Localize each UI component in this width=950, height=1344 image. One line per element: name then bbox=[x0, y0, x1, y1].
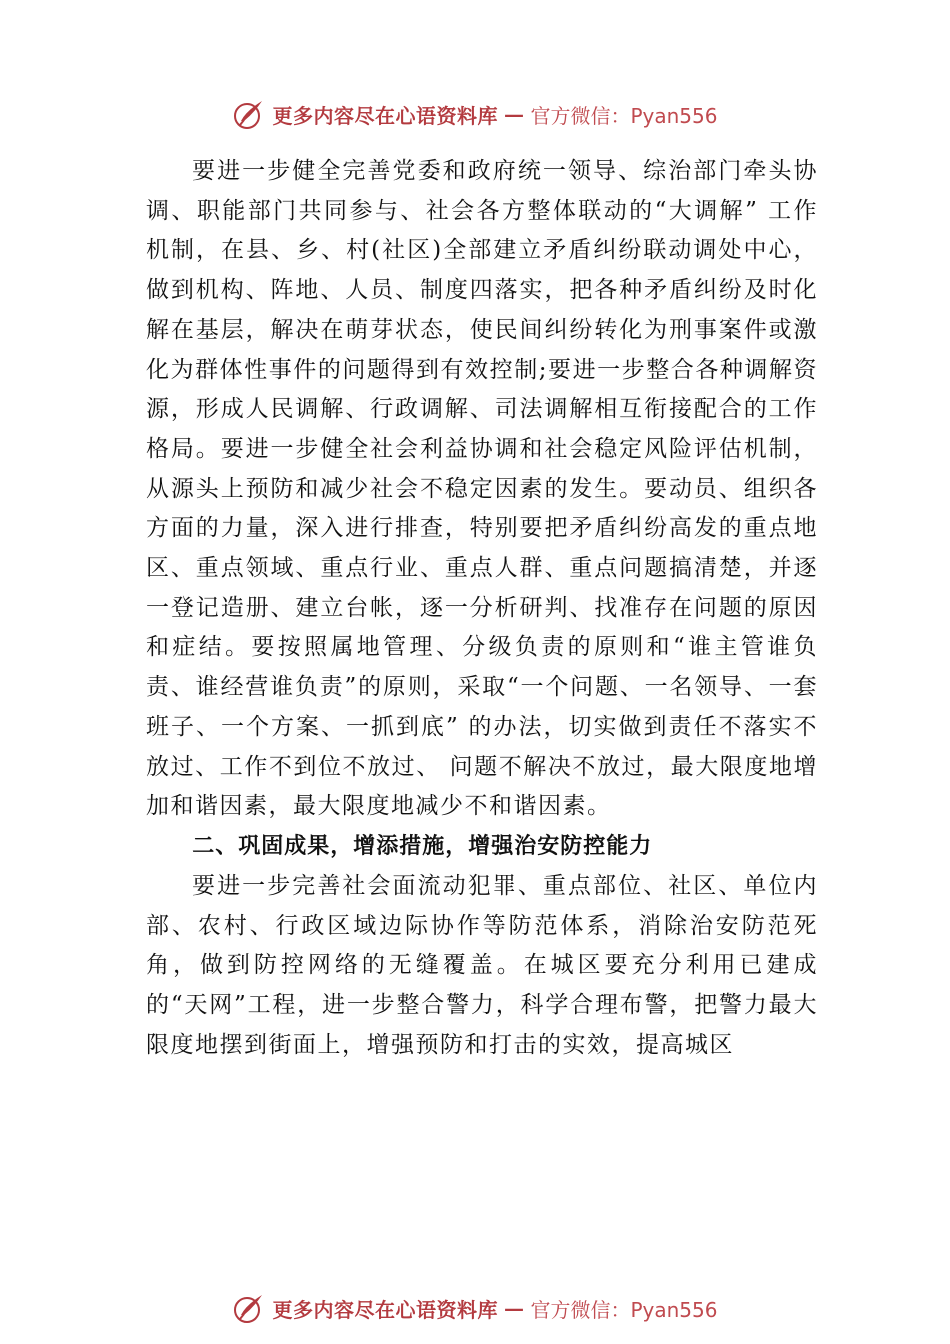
banner-wechat: 官方微信：Pyan556 bbox=[530, 103, 718, 128]
quill-pen-logo-icon bbox=[232, 97, 266, 131]
footer-banner bbox=[0, 1288, 950, 1328]
quill-pen-logo-icon bbox=[232, 1291, 266, 1325]
banner-separator: — bbox=[503, 1296, 525, 1320]
banner-separator: — bbox=[503, 102, 525, 126]
header-banner bbox=[0, 94, 950, 134]
banner-title: 更多内容尽在心语资料库 bbox=[272, 1297, 498, 1322]
paragraph-1: 要进一步健全完善党委和政府统一领导、综治部门牵头协调、职能部门共同参与、社会各方整体联动的“大调解” 工作机制，在县、乡、村(社区)全部建立矛盾纠纷联动调处中心，做到机构、阵地、人员、制度四落实，把各种矛盾纠纷及时化解在基层，解决在萌芽状态，使民间纠纷转化为刑事案件或激化为群体性事件的问题得到有效控制;要进一步整合各种调解资源，形成人民调解、行政调解、司法调解相互衔接配合的工作格局。要进一步健全社会利益协调和社会稳定风险评估机制，从源头上预防和减少社会不稳定因素的发生。要动员、组织各方面的力量，深入进行排查，特别要把矛盾纠纷高发的重点地区、重点领域、重点行业、重点人群、重点问题搞清楚，并逐一登记造册、建立台帐，逐一分析研判、找准存在问题的原因和症结。要按照属地管理、分级负责的原则和“谁主管谁负责、谁经营谁负责”的原则，采取“一个问题、一名领导、一套班子、一个方案、一抓到底” 的办法，切实做到责任不落实不放过、工作不到位不放过、 问题不解决不放过，最大限度地增加和谐因素，最大限度地减少不和谐因素。 bbox=[146, 158, 818, 820]
paragraph-2: 要进一步完善社会面流动犯罪、重点部位、社区、单位内部、农村、行政区域边际协作等防范体系，消除治安防范死角，做到防控网络的无缝覆盖。在城区要充分利用已建成的“天网”工程，进一步整合警力，科学合理布警，把警力最大限度地摆到街面上，增强预防和打击的实效，提高城区 bbox=[146, 872, 818, 1058]
banner-title: 更多内容尽在心语资料库 bbox=[272, 103, 498, 128]
section-heading: 二、巩固成果，增添措施，增强治安防控能力 bbox=[192, 833, 653, 859]
banner-wechat: 官方微信：Pyan556 bbox=[530, 1297, 718, 1322]
document-body bbox=[146, 152, 818, 1065]
